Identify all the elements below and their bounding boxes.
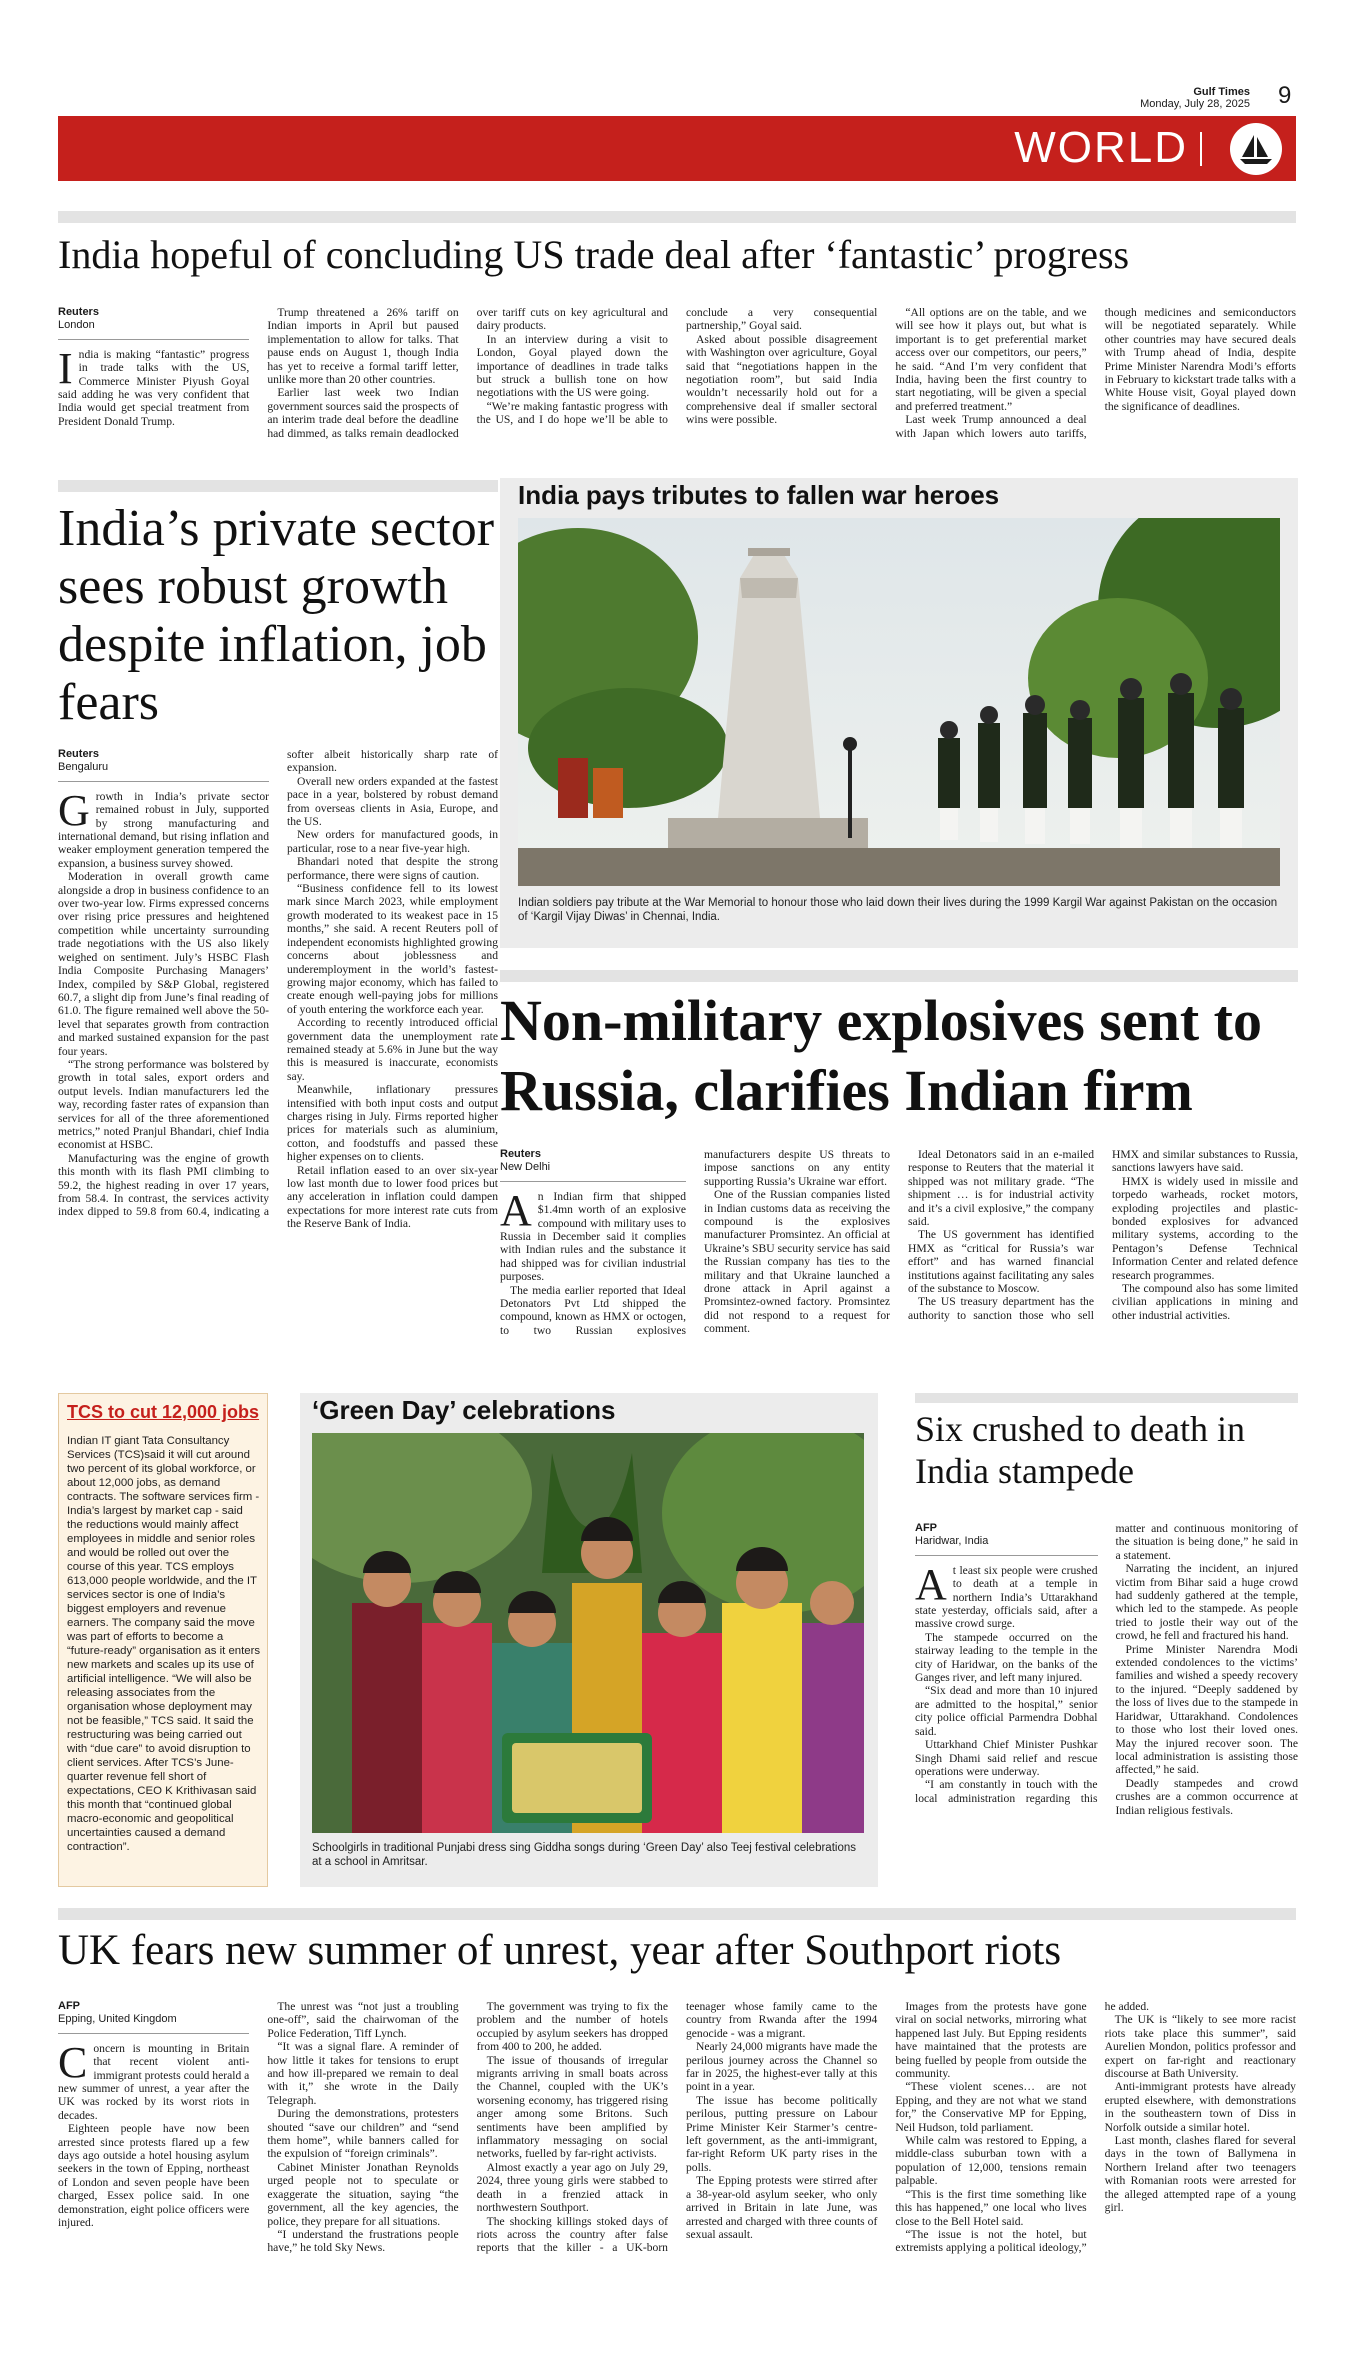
story1-source: Reuters xyxy=(58,306,99,318)
sidebar-title: TCS to cut 12,000 jobs xyxy=(67,1402,260,1422)
paragraph: The compound also has some limited civilian applications in mining and other industrial activities. xyxy=(1112,1282,1298,1322)
paragraph: Cabinet Minister Jonathan Reynolds urged people not to speculate or exaggerate the situation, saying “the government, all the key agencies, the police, they prepare for all situations. xyxy=(267,2160,459,2228)
story1-body xyxy=(58,306,1296,456)
paragraph: HMX is widely used in missile and torpedo warheads, rocket motors, exploding projectiles and plastic-bonded explosives for advanced military systems, according to the Pentagon’s Defense Technical Information Center and related defence research programmes. xyxy=(1112,1174,1298,1282)
paragraph: Nearly 24,000 migrants have made the perilous journey across the Channel so far in 2025, the highest-ever tally at this point in a year. xyxy=(685,2040,878,2094)
paragraph: Last month, clashes flared for several days in the town of Ballymena in Northern Ireland after two teenagers with Romanian roots were arrested for the alleged attempted rape of a young girl. xyxy=(1104,2134,1296,2215)
tcs-sidebar xyxy=(58,1393,268,1887)
story4-body xyxy=(915,1522,1298,1890)
story1-location: London xyxy=(58,319,95,332)
story4-dropcap: A xyxy=(915,1559,947,1609)
paragraph: In an interview during a visit to London, Goyal played down the importance of deadlines in trade talks but struck a bullish tone on how negotiations with the US were going. xyxy=(476,332,668,400)
paragraph: The shocking killings stoked days of riots across the country after false reports that the killer - a UK-born teenager whose family came to the country from Rwanda after the 1994 genocide - was a migrant. xyxy=(476,2000,878,2255)
paragraph: Manufacturing was the engine of growth this month with its flash PMI climbing to 59.2, the highest reading in over 17 years, from 58.4. In contrast, the services activity index dipped to 59.8 from 60.4, indicating a softer albeit historically sharp rate of expansion. xyxy=(58,748,498,1219)
page-number: 9 xyxy=(1278,82,1292,109)
rule xyxy=(58,1908,1296,1920)
paragraph: Eighteen people have now been arrested since protests flared up a few days ago outside a hotel housing asylum seekers in the town of Epping, northeast of London and seven people have been charged, Essex police said. In one demonstration, eight police officers were injured. xyxy=(58,2122,250,2230)
story1-dropcap: I xyxy=(58,343,73,393)
paragraph: The Epping protests were stirred after a 38-year-old asylum seeker, who only arrived in Britain in late June, was arrested and charged with three counts of sexual assault. xyxy=(685,2174,878,2241)
publication-name: Gulf Times xyxy=(1193,86,1250,98)
paragraph: Moderation in overall growth came alongside a drop in business confidence to an over two-year low. Firms expressed concerns over rising price pressures and heightened competition while uncertainty surrounding trade negotiations with the US also likely weighed on sentiment. July’s HSBC Flash India Composite Purchasing Managers’ Index, compiled by S&P Global, registered 60.7, a slight dip from June’s final reading of 61.0. The figure remained well above the 50-level that separates growth from contraction and marked sustained expansion for the past four years. xyxy=(58,870,269,1058)
paragraph: At least six people were crushed to death at a temple in northern India’s Uttarakhand state yesterday, officials said, after a massive crowd surge. xyxy=(915,1559,1098,1631)
paragraph: Deadly stampedes and crowd crushes are a common occurrence at Indian religious festivals. xyxy=(1115,1776,1298,1817)
photo2-title: ‘Green Day’ celebrations xyxy=(312,1395,616,1425)
story4-source: AFP xyxy=(915,1522,937,1534)
paragraph: The US government has identified HMX as “critical for Russia’s war effort” and has warned financial institutions against facilitating any sales of the substance to Moscow. xyxy=(908,1228,1094,1296)
paragraph: While calm was restored to Epping, a middle-class suburban town with a population of 12,000, tensions remain palpable. xyxy=(895,2134,1087,2188)
story3-dropcap: A xyxy=(500,1185,532,1235)
paragraph: “This is the first time something like this has happened,” one local who lives close to the Bell Hotel said. xyxy=(895,2187,1087,2228)
paragraph: The issue of thousands of irregular migrants arriving in small boats across the Channel, coupled with the UK’s worsening economy, has triggered rising anger among some Britons. Such sentiments have been amplified by inflammatory messaging on social networks, fuelled by far-right activists. xyxy=(476,2053,668,2161)
paragraph: “The issue is not the hotel, but extremists applying a political ideology,” he added. xyxy=(895,2000,1150,2255)
story2-source: Reuters xyxy=(58,748,99,760)
rule xyxy=(58,211,1296,223)
story1-headline: India hopeful of concluding US trade deal after ‘fantastic’ progress xyxy=(58,232,1130,277)
section-divider xyxy=(1200,132,1202,166)
paragraph: Anti-immigrant protests have already erupted elsewhere, with demonstrations in the southeastern town of Diss in Norfolk outside a similar hotel. xyxy=(1104,2080,1296,2134)
sidebar-text: Indian IT giant Tata Consultancy Services (TCS)said it will cut around two percent of its global workforce, or about 12,000 jobs, as demand contracts. The software services firm - India’s largest by market cap - said the reductions would mainly affect employees in middle and senior roles and would be rolled out over the course of this year. TCS employs 613,000 people worldwide, and the IT services sector is one of India’s biggest employers and revenue earners. The company said the move was part of efforts to become a “future-ready” organisation as it enters new markets and scales up its use of artificial intelligence. “We will also be releasing associates from the organisation whose deployment may not be feasible,” TCS said. It said the restructuring was being carried out with “due care” to avoid disruption to client services. After TCS’s June-quarter revenue fell short of expectations, CEO K Krithivasan said this month that “continued global macro-economic and geopolitical uncertainties caused a demand contraction”. xyxy=(67,1435,261,1853)
story2-dropcap: G xyxy=(58,785,90,835)
story5-headline: UK fears new summer of unrest, year after Southport riots xyxy=(58,1927,1062,1974)
story5-body xyxy=(58,2000,1296,2330)
paragraph: An Indian firm that shipped $1.4mn worth of an explosive compound with military uses to Russia in December said it complies with Indian rules and the substance it had shipped was for civilian industrial purposes. xyxy=(500,1185,686,1284)
story4-headline: Six crushed to death in India stampede xyxy=(915,1409,1245,1491)
paragraph: Overall new orders expanded at the fastest pace in a year, bolstered by robust demand from overseas clients in Asia, Europe, and the US. xyxy=(287,774,498,829)
paragraph: According to recently introduced official government data the unemployment rate remained steady at 5.6% in June but the way this is measured is inaccurate, economists say. xyxy=(287,1016,498,1083)
section-title: WORLD xyxy=(1014,123,1188,172)
section-bar xyxy=(58,116,1296,181)
paragraph: “It was a signal flare. A reminder of how little it takes for tensions to erupt and how ill-prepared we remain to deal with it,” she wrote in the Daily Telegraph. xyxy=(267,2040,459,2107)
story5-location: Epping, United Kingdom xyxy=(58,2013,177,2026)
paragraph: Prime Minister Narendra Modi extended condolences to the victims’ families and wished a speedy recovery to the injured. “Deeply saddened by the loss of lives due to the stampede in Haridwar, Uttarakhand. Condolences to those who lost their loved ones. May the injured recover soon. The local administration is assisting those affected,” he said. xyxy=(1115,1642,1298,1777)
story3-body xyxy=(500,1148,1298,1380)
paragraph: The government was trying to fix the problem and the number of hotels occupied by asylum seekers has dropped from 400 to 200, he added. xyxy=(476,2000,668,2054)
story3-source: Reuters xyxy=(500,1148,541,1160)
paragraph: Asked about possible disagreement with Washington over agriculture, Goyal said that “negotiations happen in the negotiation room”, but said India wouldn’t necessarily hold out for a comprehensive deal if smaller sectoral wins were possible. xyxy=(685,332,878,427)
paragraph: New orders for manufactured goods, in particular, rose to a near five-year high. xyxy=(287,828,498,855)
paragraph: “I am constantly in touch with the local administration regarding this matter and continuous monitoring of the situation is being done,” he said in a statement. xyxy=(915,1522,1298,1805)
story5-dropcap: C xyxy=(58,2037,88,2087)
rule xyxy=(58,480,498,492)
paragraph: “We’re making fantastic progress with the US, and I do hope we’ll be able to conclude a very consequential partnership,” Goyal said. xyxy=(476,306,878,427)
publication-date: Monday, July 28, 2025 xyxy=(1140,98,1250,110)
paragraph: Meanwhile, inflationary pressures intensified with both input costs and output charges rising in July. Firms reported higher prices for materials such as aluminium, cotton, and foodstuffs and passed these higher expenses on to clients. xyxy=(287,1083,498,1164)
photo1-box xyxy=(500,478,1298,948)
paragraph: Bhandari noted that despite the strong performance, there were signs of caution. xyxy=(287,855,498,882)
paragraph: Narrating the incident, an injured victim from Bihar said a huge crowd had suddenly gathered at the temple, which led to the stampede. As people tried to jostle their way out of the crowd, he fell and fractured his hand. xyxy=(1115,1562,1298,1643)
paragraph: Ideal Detonators said in an e-mailed response to Reuters that the material it shipped was not military grade. “The shipment … is for industrial activity and it’s a civil explosive,” the company said. xyxy=(908,1148,1094,1229)
paragraph: Last week Trump announced a deal with Japan which lowers auto tariffs, though medicines and semiconductors will be negotiated separately. While other countries may have secured deals with Trump ahead of India, despite Prime Minister Narendra Modi’s efforts in February to kickstart trade talks with a White House visit, Goyal played down the significance of deadlines. xyxy=(895,306,1296,440)
paragraph: The issue has become politically perilous, putting pressure on Labour Prime Minister Keir Starmer’s centre-left government, as the anti-immigrant, far-right Reform UK party rises in the polls. xyxy=(685,2093,878,2174)
paragraph: One of the Russian companies listed in Indian customs data as receiving the compound is the explosives manufacturer Promsintez. An official at Ukraine’s SBU security service has said the Russian company has ties to the military and that Ukraine launched a drone attack in April against a Promsintez-owned factory. Promsintez did not respond to a request for comment. xyxy=(704,1188,890,1336)
paragraph: The stampede occurred on the stairway leading to the temple in the city of Haridwar, on the banks of the Ganges river, and left many injured. xyxy=(915,1630,1098,1685)
paragraph: Images from the protests have gone viral on social networks, mirroring what happened last July. But Epping residents have maintained that the protests are being fuelled by people from outside the community. xyxy=(895,2000,1087,2081)
paragraph: During the demonstrations, protesters shouted “save our children” and “send them home”, while banners called for the expulsion of “foreign criminals”. xyxy=(267,2107,459,2161)
story5-source: AFP xyxy=(58,2000,80,2012)
story2-location: Bengaluru xyxy=(58,761,109,774)
story3-location: New Delhi xyxy=(500,1161,551,1174)
paragraph: “I understand the frustrations people have,” he told Sky News. xyxy=(267,2227,459,2255)
paragraph: India is making “fantastic” progress in trade talks with the US, Commerce Minister Piyush Goyal said adding he was very confident that India would get special treatment from President Donald Trump. xyxy=(58,343,250,428)
story4-location: Haridwar, India xyxy=(915,1535,989,1548)
photo2-box xyxy=(300,1393,878,1887)
paragraph: Earlier last week two Indian government sources said the prospects of an interim trade deal before the deadline had dimmed, as talks remain deadlocked over tariff cuts on key agricultural and dairy products. xyxy=(267,306,668,440)
paragraph: “All options are on the table, and we will see how it plays out, but what is important is to get preferential market access over our competitors, our peers,” he said. “And I’m very confident that India, having been the first country to start negotiating, will be given a special and preferred treatment.” xyxy=(895,306,1087,413)
story2-headline: India’s private sector sees robust growth despite inflation, job fears xyxy=(58,500,495,731)
paragraph: The unrest was “not just a troubling one-off”, said the chairwoman of the Police Federation, Tiff Lynch. xyxy=(267,2000,459,2040)
paragraph: Retail inflation eased to an over six-year low last month due to lower food prices but any acceleration in inflation could dampen expectations for more interest rate cuts from the Reserve Bank of India. xyxy=(287,1163,498,1231)
story2-body xyxy=(58,748,498,1408)
paragraph: “These violent scenes… are not Epping, and they are not what we stand for,” the Conservative MP for Epping, Neil Hudson, told parliament. xyxy=(895,2080,1087,2134)
paragraph: Uttarkhand Chief Minister Pushkar Singh Dhami said relief and rescue operations were underway. xyxy=(915,1738,1098,1778)
paragraph: “Business confidence fell to its lowest mark since March 2023, while employment growth moderated to its weakest pace in 15 months,” she said. A recent Reuters poll of independent economists highlighted growing concerns about joblessness and underemployment in the world’s fastest-growing major economy, which has failed to create enough well-paying jobs for millions of youth entering the workforce each year. xyxy=(287,882,498,1016)
photo1-title: India pays tributes to fallen war heroes xyxy=(518,480,1000,510)
paragraph: Concern is mounting in Britain that recent violent anti-immigrant protests could herald a new summer of unrest, a year after the UK was rocked by its worst riots in decades. xyxy=(58,2037,250,2122)
paragraph: “The strong performance was bolstered by growth in total sales, export orders and output levels. Indian manufacturers led the way, recording faster rates of expansion than services for all of the three aforementioned metrics,” noted Pranjul Bhandari, chief India economist at HSBC. xyxy=(58,1057,269,1152)
green-day-photo xyxy=(312,1433,864,1833)
war-memorial-photo xyxy=(518,518,1280,886)
photo2-caption: Schoolgirls in traditional Punjabi dress sing Giddha songs during ‘Green Day’ also Teej festival celebrations at a school in Amritsar. xyxy=(312,1842,856,1868)
sailboat-icon xyxy=(1230,123,1282,175)
rule xyxy=(500,970,1298,982)
paragraph: Almost exactly a year ago on July 29, 2024, three young girls were stabbed to death in a frenzied attack in northwestern Southport. xyxy=(476,2160,668,2215)
paragraph: The US treasury department has the authority to sanction those who sell HMX and similar substances to Russia, sanctions lawyers have said. xyxy=(908,1148,1298,1322)
paragraph: The UK is “likely to see more racist riots take place this summer”, said Aurelien Mondon, politics professor and expert on far-right and reactionary discourse at Bath University. xyxy=(1104,2013,1296,2081)
paragraph: The media earlier reported that Ideal Detonators Pvt Ltd shipped the compound, known as HMX or octogen, to two Russian explosives manufacturers despite US threats to impose sanctions on any entity supporting Russia’s Ukraine war effort. xyxy=(500,1148,890,1337)
story3-headline: Non-military explosives sent to Russia, clarifies Indian firm xyxy=(500,988,1262,1123)
paragraph: Growth in India’s private sector remained robust in July, supported by strong manufacturing and international demand, but rising inflation and weaker employment generation tempered the expansion, a business survey showed. xyxy=(58,785,269,870)
paragraph: “Six dead and more than 10 injured are admitted to the hospital,” senior city police official Parmendra Dobhal said. xyxy=(915,1684,1098,1738)
rule xyxy=(915,1393,1298,1403)
paragraph: Trump threatened a 26% tariff on Indian imports in April but paused implementation to allow for talks. That pause ends on August 1, though India has yet to receive a formal tariff letter, unlike more than 20 other countries. xyxy=(267,306,459,387)
photo1-caption: Indian soldiers pay tribute at the War Memorial to honour those who laid down their lives during the 1999 Kargil War against Pakistan on the occasion of ‘Kargil Vijay Diwas’ in Chennai, India. xyxy=(518,897,1278,923)
